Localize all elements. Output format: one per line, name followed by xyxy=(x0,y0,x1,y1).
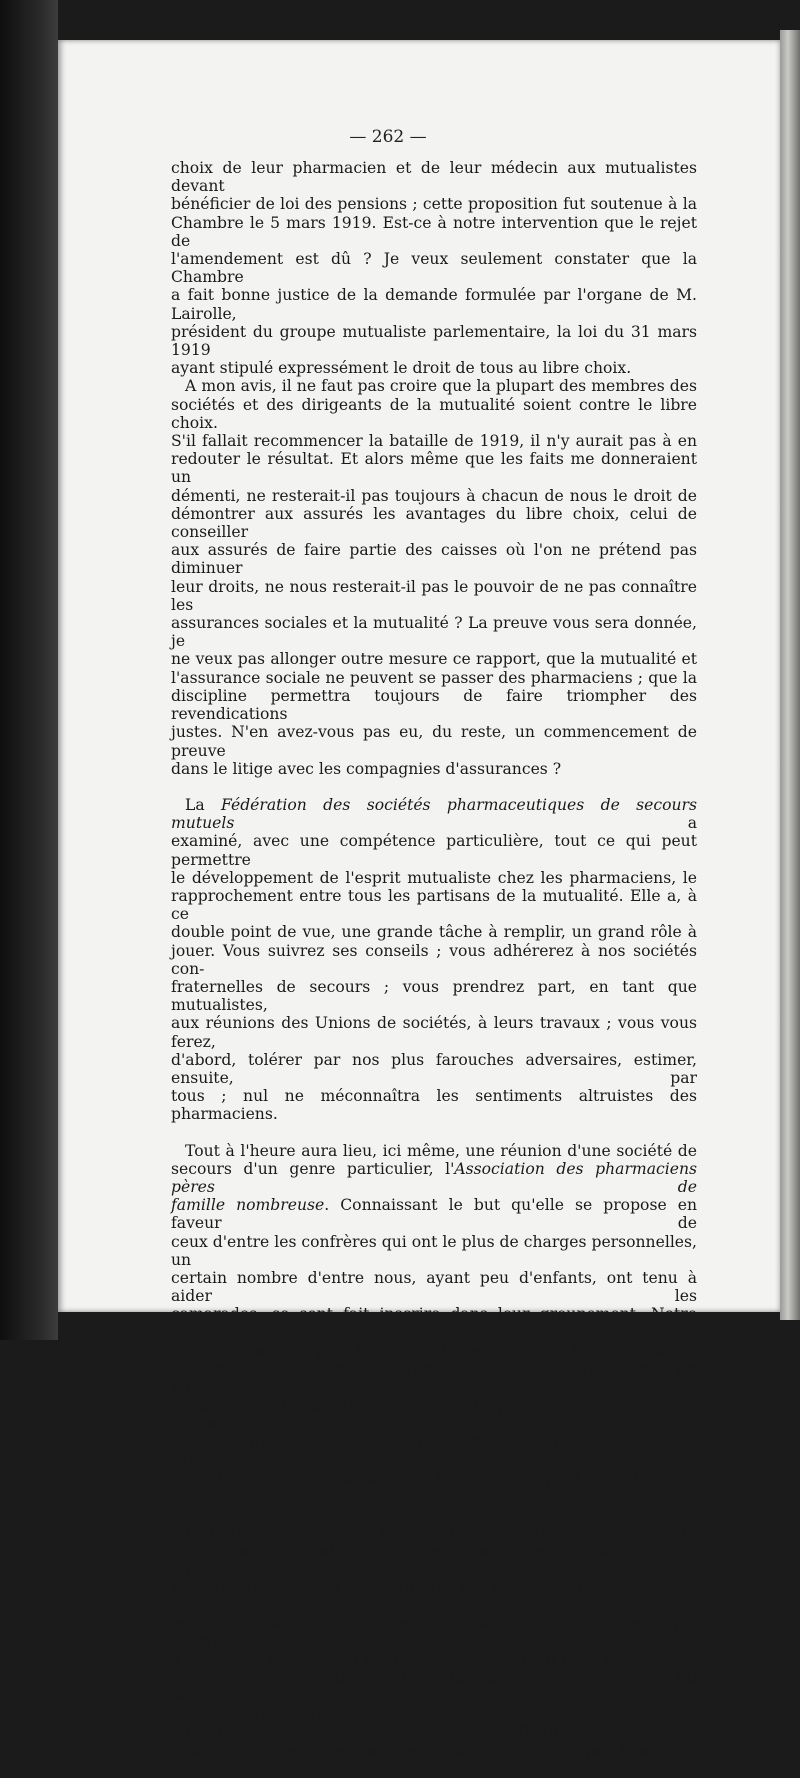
book-page xyxy=(58,40,780,1778)
text-line: démontrer aux assurés les avantages du libre choix, celui de conseiller xyxy=(171,504,697,542)
text-line: dans le litige avec les compagnies d'assurances ? xyxy=(171,759,562,778)
text-line: choix de leur pharmacien et de leur médecin aux mutualistes devant xyxy=(171,159,697,196)
text-line: et moi avons pris part à une réunion au cours de laquelle ont été xyxy=(171,1341,697,1360)
text-line xyxy=(171,796,697,832)
scan-right-edge xyxy=(780,30,800,1320)
text-line: N'oubliez pas vos collaborateurs. Les difficultés actuelles sont xyxy=(185,1723,697,1742)
italic-title: Caisse de secours xyxy=(209,1523,352,1542)
text-line: A mon avis, il ne faut pas croire que la plupart des membres des xyxy=(185,377,697,396)
text-line: démenti, ne resterait-il pas toujours à chacun de nous le droit de xyxy=(171,486,697,505)
text-line: ayant stipulé expressément le droit de tous au libre choix. xyxy=(171,359,632,378)
text-line: fraternelles de secours ; vous prendrez part, en tant que mutualistes, xyxy=(171,977,697,1015)
text-line: Chambre le 5 mars 1919. Est-ce à notre intervention que le rejet de xyxy=(171,213,697,250)
text-line xyxy=(171,1196,697,1232)
text-line: président du groupe mutualiste parlementaire, la loi du 31 mars 1919 xyxy=(171,322,697,360)
text-line: ceux d'entre les confrères qui ont le plus de charges personnelles, un xyxy=(171,1232,697,1269)
text-line xyxy=(171,1524,697,1542)
text-line: leur droits, ne nous resterait-il pas le pouvoir de ne pas connaître les xyxy=(171,577,697,614)
text-line: ne veux pas allonger outre mesure ce rapport, que la mutualité et xyxy=(171,650,697,669)
paragraph-1 xyxy=(171,159,697,377)
text-line: attribués des secours à des familles dignes d'intérêt ; ayant pu nous xyxy=(171,1360,697,1397)
italic-title: Association des pharmaciens pères de xyxy=(171,1159,697,1196)
italic-title: Fédération des sociétés pharmaceutiques de secours mutuels xyxy=(171,795,698,833)
text-line: avec affectations spéciales, ne sauraient être employés contrairement xyxy=(171,1614,697,1651)
text-run: . Connaissant le but qu'elle se propose en faveur de xyxy=(171,1196,697,1233)
text-line: S'il fallait recommencer la bataille de 1919, il n'y aurait pas à en xyxy=(171,432,697,451)
text-line: bénéficier de loi des pensions ; cette proposition fut soutenue à la xyxy=(171,195,697,214)
text-line: sociétés et des dirigeants de la mutualité soient contre le libre choix. xyxy=(171,395,697,432)
text-line: a fait bonne justice de la demande formulée par l'organe de M. Lairolle, xyxy=(171,286,697,323)
page-number: — 262 — xyxy=(349,127,427,147)
text-line: jouer. Vous suivrez ses conseils ; vous adhérerez à nos sociétés con- xyxy=(171,941,697,978)
text-line xyxy=(171,1160,697,1196)
text-line: examiné, avec une compétence particulière, tout ce qui peut permettre xyxy=(171,832,697,869)
text-line: à la volonté de ceux qui l'ont créée ; elle ne peut donc en distraire xyxy=(171,1651,697,1670)
text-line: le développement de l'esprit mutualiste chez les pharmaciens, le xyxy=(171,868,697,887)
text-line: double point de vue, une grande tâche à remplir, un grand rôle à xyxy=(171,923,697,942)
paragraph-3 xyxy=(171,796,697,1124)
text-run: La xyxy=(185,795,221,814)
text-line: avec trop de force de donner, tous, votre appui à cette belle œuvre. xyxy=(171,1469,697,1506)
scan-left-edge xyxy=(0,0,58,1340)
body-text xyxy=(171,159,697,1778)
text-line: justes. N'en avez-vous pas eu, du reste, un commencement de preuve xyxy=(171,723,697,760)
text-line: Tout à l'heure aura lieu, ici même, une réunion d'une société de xyxy=(185,1141,697,1160)
paragraph-4 xyxy=(171,1142,697,1506)
text-line: d'abord, tolérer par nos plus farouches adversaires, estimer, ensuite, par xyxy=(171,1050,697,1087)
text-line: plus infortunés, aux malheureux, les fonds dont elle dispose, reçus xyxy=(171,1578,697,1615)
text-run: La xyxy=(185,1523,210,1542)
text-line: organisme qui rend des services. Ceux-ci devant être réservés aux xyxy=(171,1541,697,1579)
paragraph-5 xyxy=(171,1524,697,1724)
text-line: camarades, se sont fait inscrire dans leur groupement. Notre président xyxy=(171,1305,697,1342)
text-line: rapprochement entre tous les partisans de la mutualité. Elle a, à ce xyxy=(171,886,697,924)
paragraph-2 xyxy=(171,377,697,777)
italic-title: famille nombreuse xyxy=(171,1196,325,1215)
text-line: tous ; nul ne méconnaîtra les sentiments altruistes des pharmaciens. xyxy=(171,1087,697,1124)
text-line: aux assurés de faire partie des caisses où l'on ne prétend pas diminuer xyxy=(171,541,697,578)
text-line: rendre compte de besoins réels, trop nombreux pour être atténués xyxy=(171,1396,697,1433)
text-line: certain nombre d'entre nous, ayant peu d'enfants, ont tenu à aider les xyxy=(171,1268,697,1306)
text-line: assurances sociales et la mutualité ? La preuve vous sera donnée, je xyxy=(171,614,697,651)
text-line: aussi complètement qu'il l'aurait fallu, nous ne saurions vous prier xyxy=(171,1432,697,1470)
text-line: indéniables ; elle ne sont pas telles cependant que beaucoup d'entre xyxy=(171,1742,697,1778)
text-line: discipline permettra toujours de faire triompher des revendications xyxy=(171,686,697,724)
text-line: pour des œuvres intéressantes. Elle aidera encore ceux qui lui seront xyxy=(171,1669,697,1706)
paragraph-6 xyxy=(171,1724,697,1778)
text-run: de l'Association générale est, elle aussi, un xyxy=(351,1523,698,1542)
text-run: secours d'un genre particulier, l' xyxy=(171,1159,455,1178)
text-line: aux réunions des Unions de sociétés, à leurs travaux ; vous vous ferez, xyxy=(171,1014,697,1051)
text-run: a xyxy=(234,814,697,833)
text-line: l'amendement est dû ? Je veux seulement constater que la Chambre xyxy=(171,250,697,287)
text-line: redouter le résultat. Et alors même que les faits me donneraient un xyxy=(171,450,697,487)
text-line: l'assurance sociale ne peuvent se passer des pharmaciens ; que la xyxy=(171,668,697,687)
text-line: signalés par les syndicats. xyxy=(171,1705,379,1724)
